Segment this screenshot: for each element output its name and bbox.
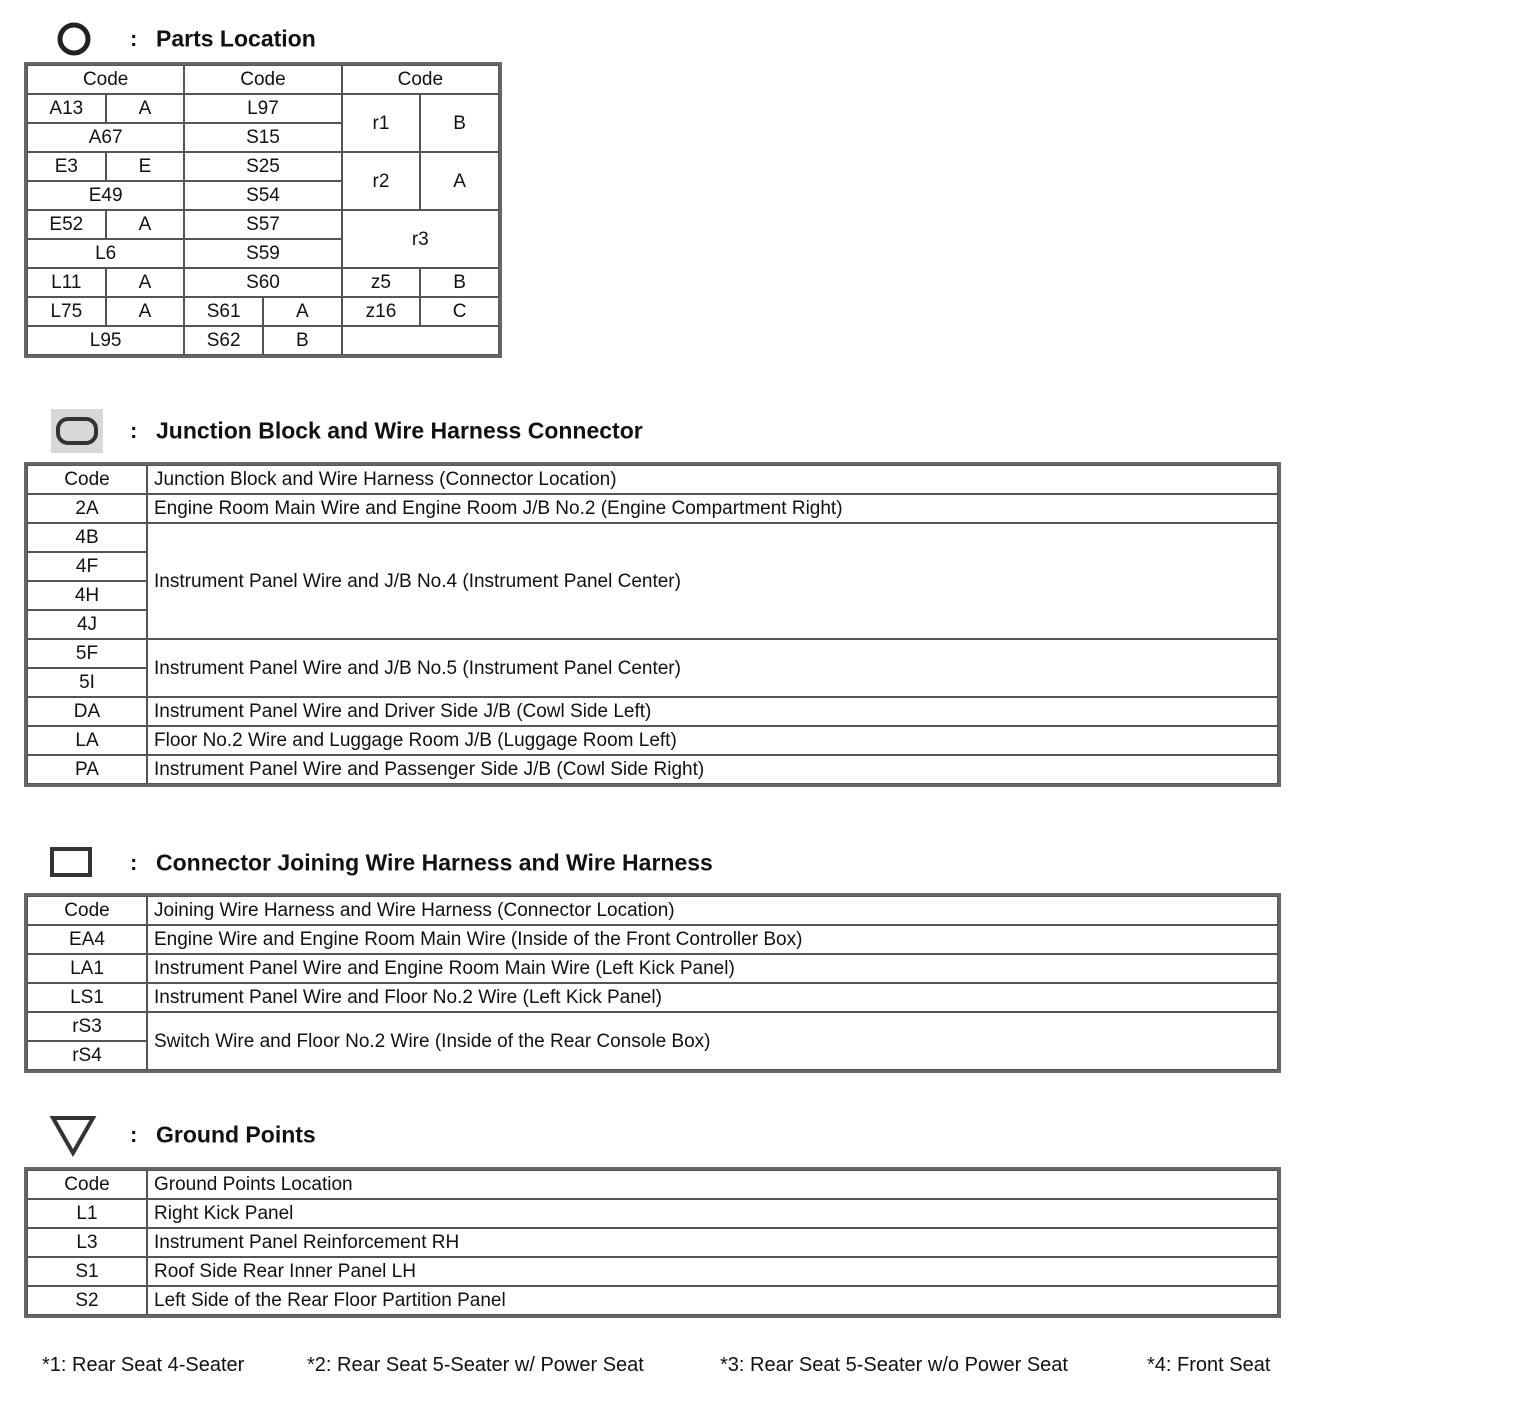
junction-block-table [26, 464, 1279, 785]
code-cell: 5I [27, 668, 147, 697]
ground-points-table [26, 1169, 1279, 1316]
header-code: Code [27, 896, 147, 925]
table-header-row [27, 465, 1278, 494]
footnote: *1: Rear Seat 4-Seater [42, 1354, 245, 1376]
code-cell: LA [27, 726, 147, 755]
location-cell: A [106, 94, 185, 123]
code-cell: E3 [27, 152, 106, 181]
connector-joining-table [26, 895, 1279, 1071]
table-row [27, 326, 499, 355]
code-cell: DA [27, 697, 147, 726]
code-cell: r3 [342, 210, 499, 268]
code-cell: S61 [184, 297, 263, 326]
footnotes [42, 1354, 1292, 1384]
code-cell: L97 [184, 94, 341, 123]
code-cell: A13 [27, 94, 106, 123]
code-cell: r2 [342, 152, 421, 210]
description-cell: Instrument Panel Wire and Passenger Side J/B (Cowl Side Right) [147, 755, 1278, 784]
location-cell: B [420, 94, 499, 152]
table-row [27, 925, 1278, 954]
location-cell: A [106, 297, 185, 326]
code-cell: 2A [27, 494, 147, 523]
code-cell: S15 [184, 123, 341, 152]
code-cell: E49 [27, 181, 184, 210]
description-cell: Instrument Panel Wire and Floor No.2 Wire (Left Kick Panel) [147, 983, 1278, 1012]
table-row [27, 297, 499, 326]
table-row [27, 954, 1278, 983]
empty-cell [342, 326, 499, 355]
parts-location-table [26, 64, 500, 356]
code-cell: S1 [27, 1257, 147, 1286]
code-cell: 4H [27, 581, 147, 610]
header-code: Code [27, 465, 147, 494]
table-row [27, 1228, 1278, 1257]
code-cell: E52 [27, 210, 106, 239]
code-cell: z5 [342, 268, 421, 297]
table-row [27, 210, 499, 239]
code-cell: z16 [342, 297, 421, 326]
table-row [27, 726, 1278, 755]
description-cell: Instrument Panel Wire and Engine Room Main Wire (Left Kick Panel) [147, 954, 1278, 983]
location-cell: A [263, 297, 342, 326]
table-row [27, 1286, 1278, 1315]
code-cell: L3 [27, 1228, 147, 1257]
table-row [27, 755, 1278, 784]
table-row [27, 639, 1278, 668]
code-cell: L75 [27, 297, 106, 326]
table-row [27, 494, 1278, 523]
junction-block-symbol-icon [48, 407, 108, 455]
ground-points-colon: : [130, 1122, 138, 1147]
table-row [27, 983, 1278, 1012]
table-header-row [27, 896, 1278, 925]
description-cell: Engine Wire and Engine Room Main Wire (Inside of the Front Controller Box) [147, 925, 1278, 954]
description-cell: Instrument Panel Wire and J/B No.4 (Instrument Panel Center) [147, 523, 1278, 639]
header-code: Code [27, 65, 184, 94]
code-cell: S59 [184, 239, 341, 268]
code-cell: LS1 [27, 983, 147, 1012]
code-cell: LA1 [27, 954, 147, 983]
header-code: Code [342, 65, 499, 94]
code-cell: 4B [27, 523, 147, 552]
code-cell: rS3 [27, 1012, 147, 1041]
description-cell: Left Side of the Rear Floor Partition Panel [147, 1286, 1278, 1315]
header-description: Joining Wire Harness and Wire Harness (Connector Location) [147, 896, 1278, 925]
table-header-row [27, 65, 499, 94]
location-cell: C [420, 297, 499, 326]
code-cell: rS4 [27, 1041, 147, 1070]
description-cell: Floor No.2 Wire and Luggage Room J/B (Luggage Room Left) [147, 726, 1278, 755]
code-cell: S60 [184, 268, 341, 297]
table-row [27, 94, 499, 123]
code-cell: S62 [184, 326, 263, 355]
table-row [27, 697, 1278, 726]
header-description: Junction Block and Wire Harness (Connector Location) [147, 465, 1278, 494]
code-cell: 5F [27, 639, 147, 668]
table-header-row [27, 1170, 1278, 1199]
location-cell: A [106, 268, 185, 297]
header-code: Code [27, 1170, 147, 1199]
code-cell: A67 [27, 123, 184, 152]
description-cell: Instrument Panel Reinforcement RH [147, 1228, 1278, 1257]
rectangle-symbol-icon [48, 845, 100, 881]
footnote: *2: Rear Seat 5-Seater w/ Power Seat [307, 1354, 644, 1376]
location-cell: E [106, 152, 185, 181]
description-cell: Switch Wire and Floor No.2 Wire (Inside of the Rear Console Box) [147, 1012, 1278, 1070]
code-cell: S25 [184, 152, 341, 181]
table-row [27, 268, 499, 297]
code-cell: r1 [342, 94, 421, 152]
parts-location-title: Parts Location [156, 25, 316, 52]
code-cell: L6 [27, 239, 184, 268]
location-cell: B [420, 268, 499, 297]
triangle-symbol-icon [48, 1113, 100, 1157]
code-cell: 4J [27, 610, 147, 639]
code-cell: PA [27, 755, 147, 784]
code-cell: L11 [27, 268, 106, 297]
code-cell: S2 [27, 1286, 147, 1315]
description-cell: Engine Room Main Wire and Engine Room J/B No.2 (Engine Compartment Right) [147, 494, 1278, 523]
description-cell: Instrument Panel Wire and Driver Side J/B (Cowl Side Left) [147, 697, 1278, 726]
description-cell: Right Kick Panel [147, 1199, 1278, 1228]
connector-joining-colon: : [130, 850, 138, 875]
code-cell: EA4 [27, 925, 147, 954]
location-cell: B [263, 326, 342, 355]
table-row [27, 1257, 1278, 1286]
table-row [27, 523, 1278, 552]
table-row [27, 1199, 1278, 1228]
code-cell: L1 [27, 1199, 147, 1228]
location-cell: A [420, 152, 499, 210]
junction-block-colon: : [130, 418, 138, 443]
circle-symbol-icon [48, 19, 100, 59]
location-cell: A [106, 210, 185, 239]
parts-location-colon: : [130, 26, 138, 51]
header-description: Ground Points Location [147, 1170, 1278, 1199]
ground-points-title: Ground Points [156, 1121, 316, 1148]
table-row [27, 1012, 1278, 1041]
footnote: *3: Rear Seat 5-Seater w/o Power Seat [720, 1354, 1068, 1376]
code-cell: 4F [27, 552, 147, 581]
description-cell: Instrument Panel Wire and J/B No.5 (Instrument Panel Center) [147, 639, 1278, 697]
code-cell: L95 [27, 326, 184, 355]
connector-joining-title: Connector Joining Wire Harness and Wire Harness [156, 849, 713, 876]
code-cell: S54 [184, 181, 341, 210]
header-code: Code [184, 65, 341, 94]
junction-block-title: Junction Block and Wire Harness Connector [156, 417, 643, 444]
footnote: *4: Front Seat [1147, 1354, 1271, 1376]
code-cell: S57 [184, 210, 341, 239]
table-row [27, 152, 499, 181]
description-cell: Roof Side Rear Inner Panel LH [147, 1257, 1278, 1286]
